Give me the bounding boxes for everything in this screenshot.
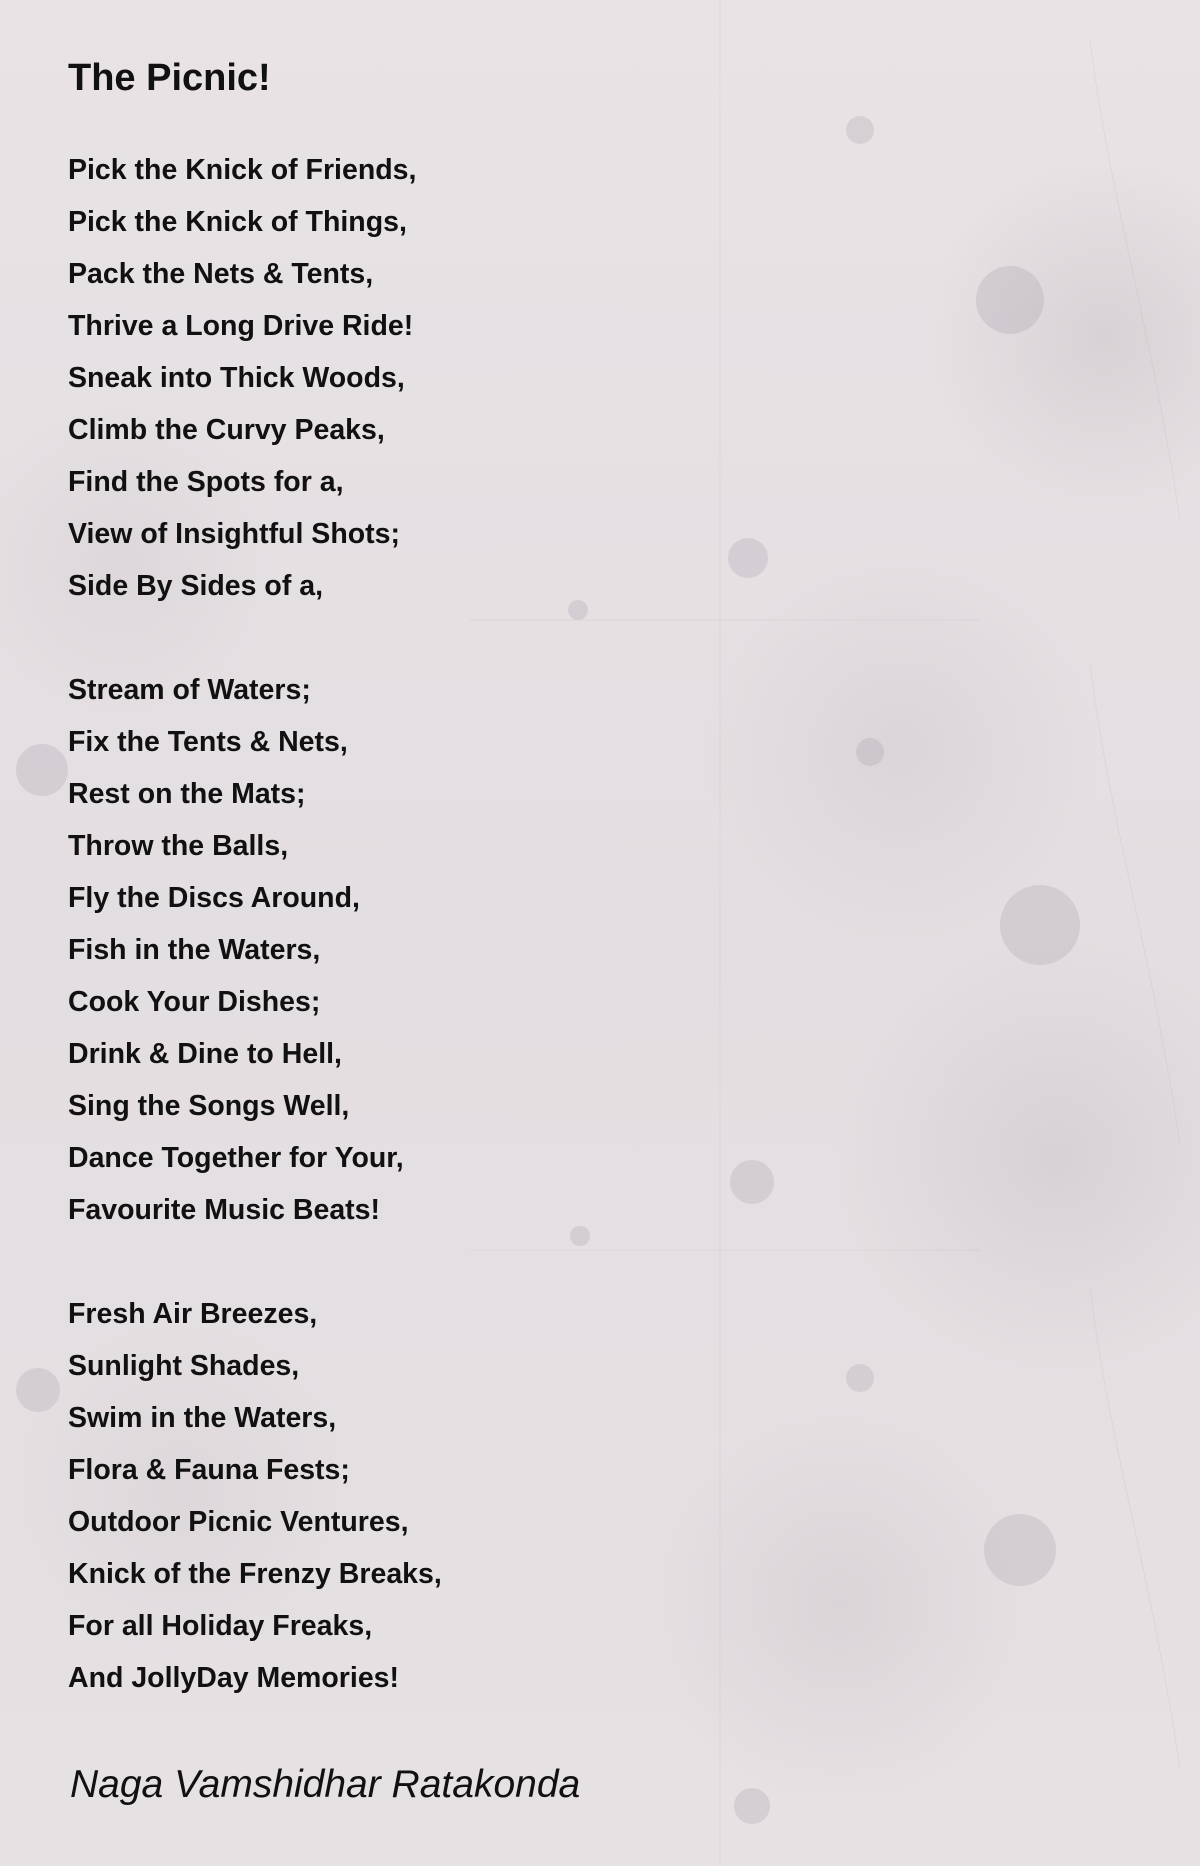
poem-line: Cook Your Dishes; [68, 986, 321, 1018]
stanza-1 [68, 144, 968, 612]
poem-line: Throw the Balls, [68, 830, 289, 862]
poem-line: Fish in the Waters, [68, 934, 321, 966]
poem-line: Dance Together for Your, [68, 1142, 404, 1174]
poem-line: Knick of the Frenzy Breaks, [68, 1558, 442, 1590]
poem-line: Sneak into Thick Woods, [68, 362, 405, 394]
poem-line: Sunlight Shades, [68, 1350, 300, 1382]
poem-line: For all Holiday Freaks, [68, 1610, 373, 1642]
poem-line: View of Insightful Shots; [68, 518, 400, 550]
poem-title: The Picnic! [68, 57, 271, 99]
poem-line: Pack the Nets & Tents, [68, 258, 374, 290]
poem-line: Sing the Songs Well, [68, 1090, 350, 1122]
poem-line: Fix the Tents & Nets, [68, 726, 348, 758]
poem-line: Rest on the Mats; [68, 778, 306, 810]
poem-line: Stream of Waters; [68, 674, 311, 706]
poem-author: Naga Vamshidhar Ratakonda [70, 1763, 581, 1806]
poem-line: Outdoor Picnic Ventures, [68, 1506, 409, 1538]
poem-line: Fresh Air Breezes, [68, 1298, 318, 1330]
poem-line: Thrive a Long Drive Ride! [68, 310, 414, 342]
poem-line: And JollyDay Memories! [68, 1662, 400, 1694]
poem-line: Favourite Music Beats! [68, 1194, 380, 1226]
poem-line: Side By Sides of a, [68, 570, 323, 602]
poem-line: Swim in the Waters, [68, 1402, 337, 1434]
poem-line: Pick the Knick of Friends, [68, 154, 417, 186]
poem-line: Pick the Knick of Things, [68, 206, 407, 238]
poem-line: Fly the Discs Around, [68, 882, 360, 914]
poem-line: Flora & Fauna Fests; [68, 1454, 350, 1486]
poem-line: Climb the Curvy Peaks, [68, 414, 385, 446]
poem-container [68, 44, 968, 1704]
stanza-2 [68, 664, 968, 1236]
poem-line: Find the Spots for a, [68, 466, 344, 498]
stanza-3 [68, 1288, 968, 1704]
poem-line: Drink & Dine to Hell, [68, 1038, 342, 1070]
